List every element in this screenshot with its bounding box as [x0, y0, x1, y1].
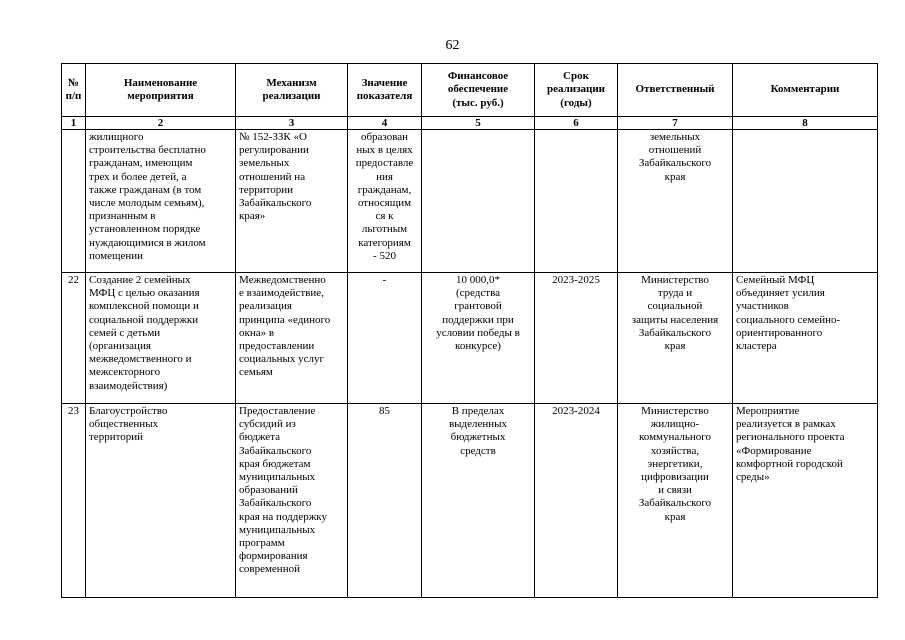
- cell-value: -: [348, 273, 422, 404]
- cell-comment: Мероприятие реализуется в рамках регионального проекта «Формирование комфортной городской среды»: [733, 404, 878, 598]
- table-row: [62, 273, 878, 404]
- cell-number: 23: [62, 404, 86, 598]
- col-header-number: № п/п: [62, 64, 86, 117]
- cell-mechanism: Межведомственно е взаимодействие, реализация принципа «единого окна» в предоставлении социальных услуг семьям: [236, 273, 348, 404]
- col-header-responsible: Ответственный: [618, 64, 733, 117]
- col-number: 6: [535, 117, 618, 130]
- cell-finance: В пределах выделенных бюджетных средств: [422, 404, 535, 598]
- cell-number: 22: [62, 273, 86, 404]
- col-header-name: Наименование мероприятия: [86, 64, 236, 117]
- cell-comment: [733, 130, 878, 273]
- cell-responsible: Министерство труда и социальной защиты населения Забайкальского края: [618, 273, 733, 404]
- cell-finance: 10 000,0* (средства грантовой поддержки при условии победы в конкурсе): [422, 273, 535, 404]
- column-number-row: [62, 117, 878, 130]
- col-number: 3: [236, 117, 348, 130]
- cell-value: образован ных в целях предоставле ния гражданам, относящим ся к льготным категориям - 520: [348, 130, 422, 273]
- col-header-term: Срок реализации (годы): [535, 64, 618, 117]
- cell-term: 2023-2024: [535, 404, 618, 598]
- cell-number: [62, 130, 86, 273]
- col-number: 7: [618, 117, 733, 130]
- cell-mechanism: № 152-ЗЗК «О регулировании земельных отношений на территории Забайкальского края»: [236, 130, 348, 273]
- cell-mechanism: Предоставление субсидий из бюджета Забайкальского края бюджетам муниципальных образований Забайкальского края на поддержку муниципальных программ формирования современной: [236, 404, 348, 598]
- measures-table: [61, 63, 878, 598]
- cell-responsible: Министерство жилищно- коммунального хозяйства, энергетики, цифровизации и связи Забайкальского края: [618, 404, 733, 598]
- col-header-finance: Финансовое обеспечение (тыс. руб.): [422, 64, 535, 117]
- cell-name: Благоустройство общественных территорий: [86, 404, 236, 598]
- cell-term: [535, 130, 618, 273]
- cell-term: 2023-2025: [535, 273, 618, 404]
- cell-comment: Семейный МФЦ объединяет усилия участников социального семейно- ориентированного кластера: [733, 273, 878, 404]
- table-row: [62, 130, 878, 273]
- col-header-comment: Комментарии: [733, 64, 878, 117]
- col-number: 5: [422, 117, 535, 130]
- header-row: [62, 64, 878, 117]
- cell-finance: [422, 130, 535, 273]
- cell-value: 85: [348, 404, 422, 598]
- cell-responsible: земельных отношений Забайкальского края: [618, 130, 733, 273]
- col-number: 1: [62, 117, 86, 130]
- col-number: 2: [86, 117, 236, 130]
- col-header-value: Значение показателя: [348, 64, 422, 117]
- col-header-mechanism: Механизм реализации: [236, 64, 348, 117]
- page-number: 62: [445, 38, 460, 53]
- col-number: 4: [348, 117, 422, 130]
- cell-name: Создание 2 семейных МФЦ с целью оказания комплексной помощи и социальной поддержки семей с детьми (организация межведомственного и межсекторного взаимодействия): [86, 273, 236, 404]
- col-number: 8: [733, 117, 878, 130]
- cell-name: жилищного строительства бесплатно гражданам, имеющим трех и более детей, а также гражданам (в том числе молодым семьям), признанным в установленном порядке нуждающимися в жилом помещении: [86, 130, 236, 273]
- table-row: [62, 404, 878, 598]
